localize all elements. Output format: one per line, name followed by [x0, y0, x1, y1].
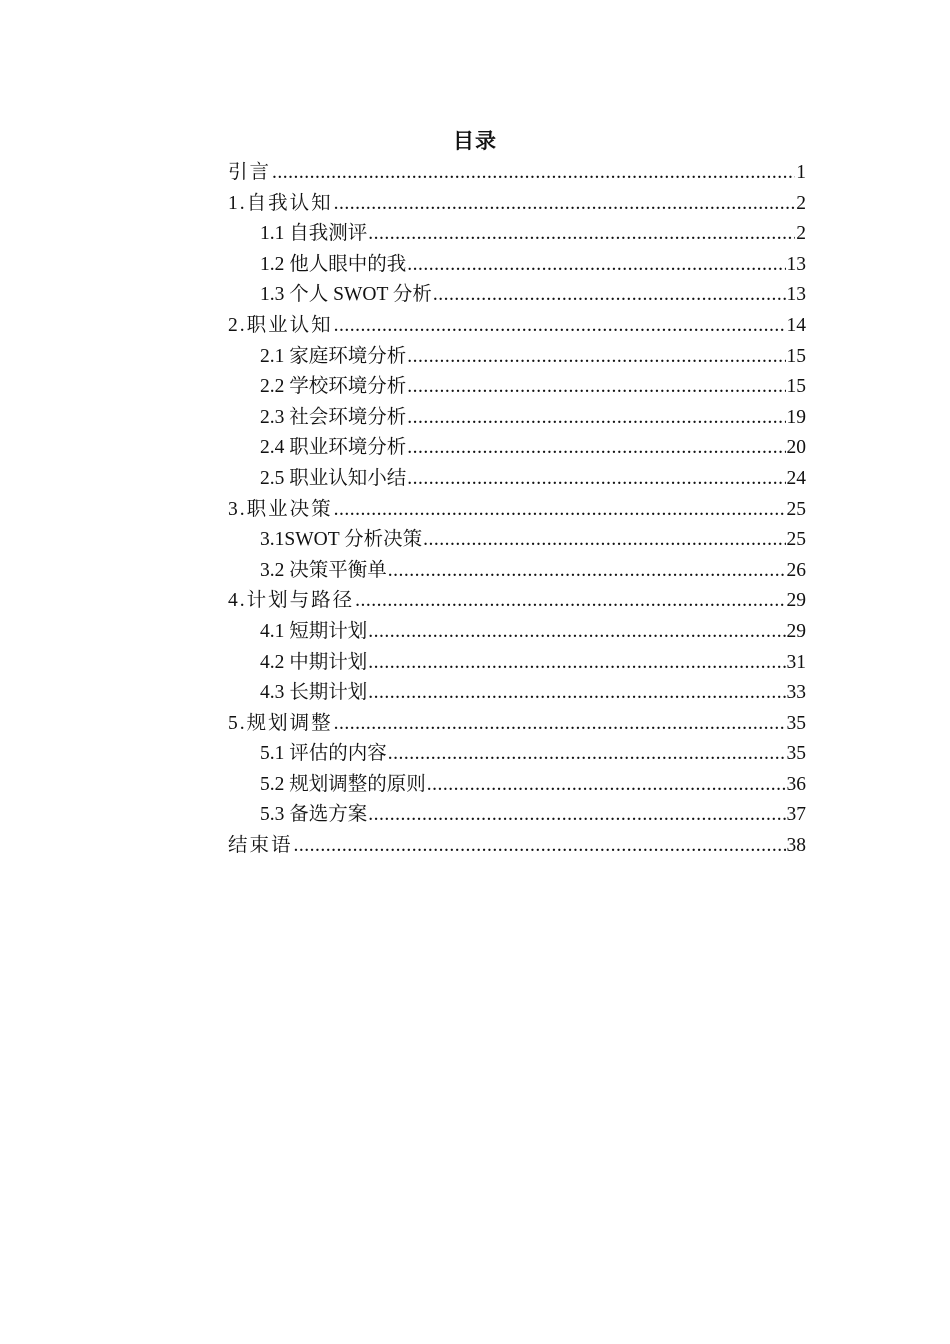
toc-entry-page-number: 2	[796, 223, 806, 245]
toc-dot-leader	[334, 189, 796, 220]
toc-entry-page-number: 38	[786, 835, 806, 857]
toc-entry-page-number: 2	[796, 192, 806, 214]
toc-entry[interactable]	[228, 280, 806, 311]
toc-entry[interactable]	[228, 158, 806, 189]
toc-entry[interactable]	[228, 586, 806, 617]
toc-entry-label: 1.2 他人眼中的我	[260, 253, 407, 275]
toc-entry-label: 2.1 家庭环境分析	[260, 345, 407, 367]
toc-dot-leader	[388, 739, 786, 770]
toc-entry-page-number: 31	[786, 651, 806, 673]
toc-entry-label: 5.规划调整	[228, 712, 333, 734]
toc-entry[interactable]	[228, 219, 806, 250]
toc-dot-leader	[407, 250, 785, 281]
toc-entry-page-number: 20	[786, 437, 806, 459]
toc-entry-label: 1.3 个人 SWOT 分析	[260, 284, 432, 306]
toc-entry[interactable]	[228, 433, 806, 464]
toc-entry-page-number: 36	[786, 773, 806, 795]
toc-entry-page-number: 1	[796, 162, 806, 183]
toc-entry-page-number: 14	[786, 314, 806, 336]
toc-entry-page-number: 25	[786, 529, 806, 551]
toc-entry-label: 引言	[228, 162, 272, 183]
toc-entry-label: 3.职业决策	[228, 498, 333, 520]
toc-entry-label: 2.4 职业环境分析	[260, 437, 407, 459]
toc-entry[interactable]	[228, 403, 806, 434]
toc-entry-page-number: 33	[786, 682, 806, 704]
toc-dot-leader	[272, 158, 795, 189]
toc-dot-leader	[334, 495, 786, 526]
toc-entry-page-number: 25	[786, 498, 806, 520]
toc-dot-leader	[334, 311, 786, 342]
toc-entry[interactable]	[228, 709, 806, 740]
toc-dot-leader	[433, 280, 786, 311]
toc-entry-page-number: 29	[786, 590, 806, 612]
toc-dot-leader	[368, 800, 785, 831]
toc-dot-leader	[407, 372, 785, 403]
toc-entry[interactable]	[228, 311, 806, 342]
toc-entry-label: 1.自我认知	[228, 192, 333, 214]
toc-entry-page-number: 37	[786, 804, 806, 826]
toc-dot-leader	[355, 586, 785, 617]
toc-entry[interactable]	[228, 464, 806, 495]
toc-entry[interactable]	[228, 556, 806, 587]
toc-entry[interactable]	[228, 372, 806, 403]
toc-entry-label: 2.3 社会环境分析	[260, 406, 407, 428]
toc-dot-leader	[423, 525, 785, 556]
toc-entry-label: 3.2 决策平衡单	[260, 559, 387, 581]
toc-dot-leader	[427, 770, 786, 801]
toc-entry[interactable]	[228, 831, 806, 862]
toc-entry[interactable]	[228, 678, 806, 709]
toc-dot-leader	[407, 342, 785, 373]
toc-dot-leader	[388, 556, 786, 587]
toc-entry-label: 1.1 自我测评	[260, 223, 368, 245]
table-of-contents	[228, 158, 806, 862]
toc-entry-page-number: 24	[786, 467, 806, 489]
toc-dot-leader	[368, 648, 785, 679]
toc-entry-page-number: 29	[786, 620, 806, 642]
toc-entry-label: 2.2 学校环境分析	[260, 376, 407, 398]
toc-entry[interactable]	[228, 648, 806, 679]
toc-dot-leader	[407, 433, 785, 464]
toc-entry-page-number: 35	[786, 743, 806, 765]
toc-entry-label: 4.2 中期计划	[260, 651, 368, 673]
toc-entry-label: 5.3 备选方案	[260, 804, 368, 826]
toc-entry[interactable]	[228, 342, 806, 373]
toc-entry-page-number: 19	[786, 406, 806, 428]
toc-entry-label: 3.1SWOT 分析决策	[260, 529, 423, 551]
toc-entry[interactable]	[228, 525, 806, 556]
toc-entry[interactable]	[228, 739, 806, 770]
toc-entry-label: 4.3 长期计划	[260, 682, 368, 704]
toc-dot-leader	[407, 403, 785, 434]
toc-entry-label: 4.1 短期计划	[260, 620, 368, 642]
toc-entry-label: 5.1 评估的内容	[260, 743, 387, 765]
toc-entry-page-number: 13	[786, 284, 806, 306]
toc-dot-leader	[294, 831, 786, 862]
toc-entry-label: 4.计划与路径	[228, 590, 355, 612]
toc-entry[interactable]	[228, 189, 806, 220]
toc-entry[interactable]	[228, 250, 806, 281]
toc-entry[interactable]	[228, 770, 806, 801]
toc-entry-label: 5.2 规划调整的原则	[260, 773, 426, 795]
toc-entry-page-number: 15	[786, 345, 806, 367]
toc-dot-leader	[407, 464, 785, 495]
toc-entry[interactable]	[228, 800, 806, 831]
toc-entry-page-number: 15	[786, 376, 806, 398]
toc-entry-label: 结束语	[228, 835, 293, 857]
toc-entry-label: 2.职业认知	[228, 314, 333, 336]
toc-title: 目录	[453, 129, 497, 153]
toc-entry-page-number: 35	[786, 712, 806, 734]
toc-dot-leader	[368, 617, 785, 648]
toc-entry-label: 2.5 职业认知小结	[260, 467, 407, 489]
toc-entry-page-number: 26	[786, 559, 806, 581]
toc-entry[interactable]	[228, 617, 806, 648]
toc-entry-page-number: 13	[786, 253, 806, 275]
toc-entry[interactable]	[228, 495, 806, 526]
toc-dot-leader	[334, 709, 786, 740]
toc-dot-leader	[368, 678, 785, 709]
toc-dot-leader	[368, 219, 795, 250]
